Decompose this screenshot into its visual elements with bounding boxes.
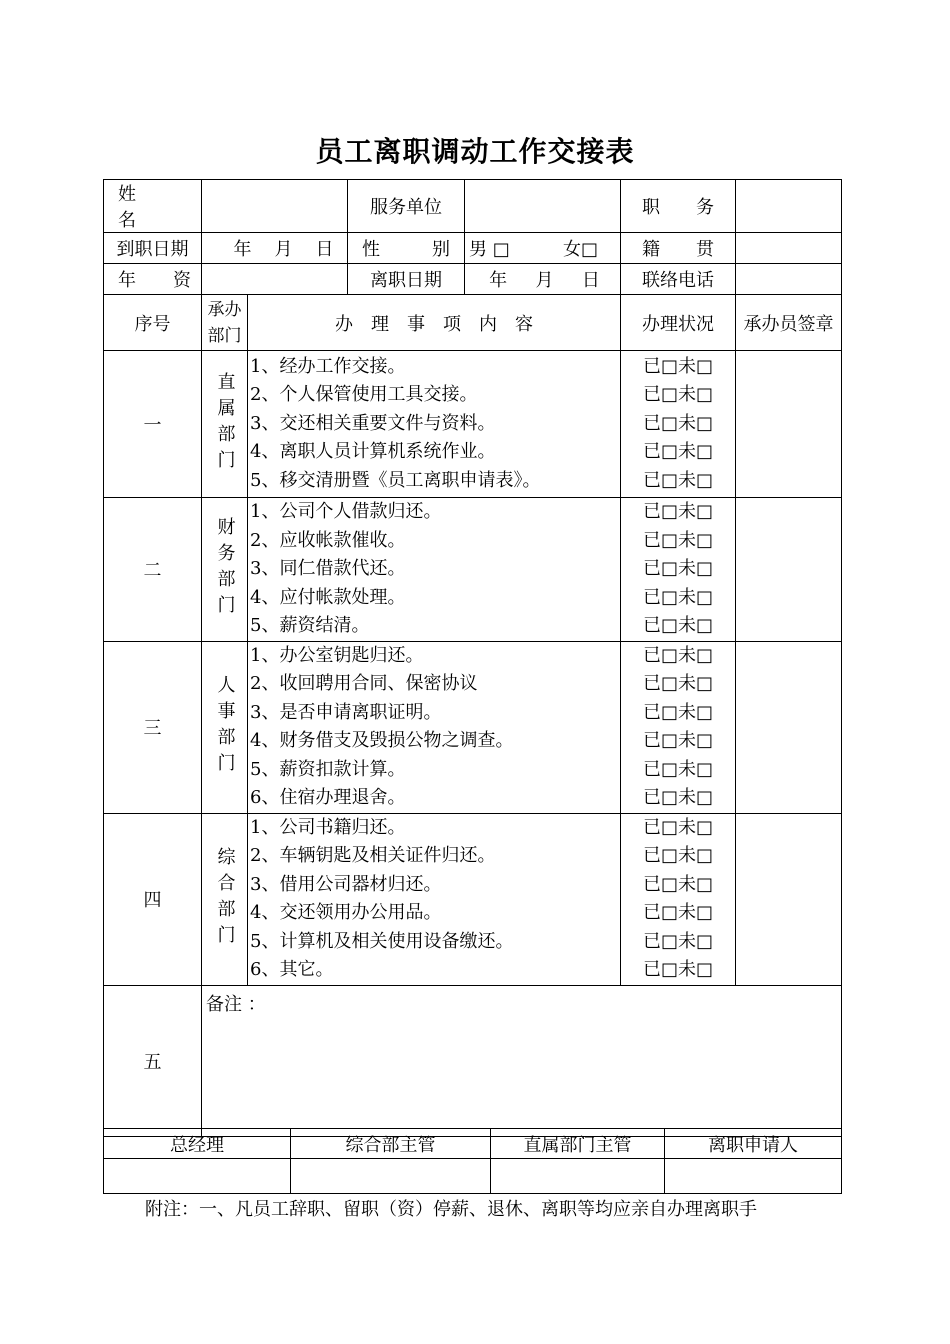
signature-table [103, 1128, 842, 1194]
section-status [621, 641, 736, 813]
section-status [621, 351, 736, 498]
leave-date-label: 离职日期 [348, 264, 465, 295]
list-item: 3、是否申请离职证明。 [250, 701, 442, 723]
section-dept: 直属部门 [214, 372, 236, 476]
list-item: 2、收回聘用合同、保密协议 [250, 673, 478, 694]
page-title: 员工离职调动工作交接表 [315, 135, 635, 168]
seq-column-header: 序号 [104, 295, 202, 351]
status-checkbox[interactable]: 已□未□ [642, 644, 713, 666]
status-checkbox[interactable]: 已□未□ [642, 412, 713, 434]
status-checkbox[interactable]: 已□未□ [642, 558, 713, 579]
phone-field[interactable] [736, 264, 842, 295]
general-dept-signature-field[interactable] [291, 1159, 491, 1194]
name-label: 姓 名 [104, 180, 202, 233]
position-field[interactable] [736, 180, 842, 233]
header-row-3 [104, 264, 842, 295]
header-row-2 [104, 233, 842, 264]
unit-label: 服务单位 [348, 180, 465, 233]
list-item: 1、公司个人借款归还。 [250, 501, 442, 522]
gm-signature-field[interactable] [104, 1159, 291, 1194]
status-checkbox[interactable]: 已□未□ [642, 586, 713, 608]
list-item: 1、经办工作交接。 [250, 355, 406, 377]
section-sign-field[interactable] [736, 351, 842, 498]
list-item: 6、其它。 [250, 959, 334, 980]
status-checkbox[interactable]: 已□未□ [642, 758, 713, 780]
leave-month-label: 月 [535, 270, 554, 291]
remarks-field[interactable] [202, 985, 842, 1136]
direct-dept-signature-label: 直属部门主管 [491, 1129, 665, 1159]
status-checkbox[interactable]: 已□未□ [642, 930, 713, 952]
list-item: 5、薪资结清。 [250, 615, 370, 636]
section-seq: 四 [104, 813, 202, 985]
status-checkbox[interactable]: 已□未□ [642, 441, 713, 463]
gm-signature-label: 总经理 [104, 1129, 291, 1159]
status-checkbox[interactable]: 已□未□ [642, 845, 713, 866]
section-items [248, 813, 621, 985]
join-day-label: 日 [315, 239, 334, 260]
handover-form-table [103, 179, 842, 1137]
list-item: 2、个人保管使用工具交接。 [250, 384, 478, 406]
list-item: 5、薪资扣款计算。 [250, 758, 406, 780]
section-sign-field[interactable] [736, 641, 842, 813]
leave-year-label: 年 [489, 270, 508, 291]
status-checkbox[interactable]: 已□未□ [642, 873, 713, 895]
status-checkbox[interactable]: 已□未□ [642, 673, 713, 694]
section-row [104, 498, 842, 642]
join-date-label: 到职日期 [104, 233, 202, 264]
list-item: 1、办公室钥匙归还。 [250, 644, 424, 666]
applicant-signature-label: 离职申请人 [665, 1129, 842, 1159]
header-row-1 [104, 180, 842, 233]
section-row [104, 641, 842, 813]
section-dept: 人事部门 [214, 675, 236, 779]
list-item: 3、交还相关重要文件与资料。 [250, 412, 496, 434]
section-items [248, 641, 621, 813]
leave-day-label: 日 [581, 270, 600, 291]
list-item: 3、借用公司器材归还。 [250, 873, 442, 895]
list-item: 5、移交清册暨《员工离职申请表》。 [250, 469, 541, 491]
gender-female-option[interactable]: 女□ [562, 239, 598, 260]
status-checkbox[interactable]: 已□未□ [642, 701, 713, 723]
list-item: 2、车辆钥匙及相关证件归还。 [250, 845, 496, 866]
phone-label: 联络电话 [621, 264, 736, 295]
section-sign-field[interactable] [736, 498, 842, 642]
dept-column-header: 承办部门 [202, 295, 248, 351]
status-checkbox[interactable]: 已□未□ [642, 730, 713, 751]
status-checkbox[interactable]: 已□未□ [642, 355, 713, 377]
section-dept: 财务部门 [214, 517, 236, 622]
remarks-row [104, 985, 842, 1136]
origin-field[interactable] [736, 233, 842, 264]
section-status [621, 813, 736, 985]
status-checkbox[interactable]: 已□未□ [642, 787, 713, 808]
signature-label-row [104, 1129, 842, 1159]
section-row [104, 813, 842, 985]
status-checkbox[interactable]: 已□未□ [642, 501, 713, 522]
content-column-header: 办 理 事 项 内 容 [248, 295, 621, 351]
list-item: 4、交还领用办公用品。 [250, 902, 442, 923]
status-checkbox[interactable]: 已□未□ [642, 529, 713, 551]
list-item: 1、公司书籍归还。 [250, 816, 406, 838]
seniority-label: 年 资 [104, 264, 202, 295]
status-checkbox[interactable]: 已□未□ [642, 469, 713, 491]
section-row [104, 351, 842, 498]
leave-date-field[interactable] [465, 264, 621, 295]
section-status [621, 498, 736, 642]
status-checkbox[interactable]: 已□未□ [642, 959, 713, 980]
list-item: 2、应收帐款催收。 [250, 529, 406, 551]
name-field[interactable] [202, 180, 348, 233]
list-item: 4、离职人员计算机系统作业。 [250, 441, 496, 463]
status-column-header: 办理状况 [621, 295, 736, 351]
seniority-field[interactable] [202, 264, 348, 295]
section-seq: 一 [104, 351, 202, 498]
sign-column-header: 承办员签章 [736, 295, 842, 351]
column-header-row [104, 295, 842, 351]
list-item: 5、计算机及相关使用设备缴还。 [250, 930, 514, 952]
signature-field-row [104, 1159, 842, 1194]
gender-male-option[interactable]: 男 □ [469, 239, 510, 260]
gender-label: 性 别 [348, 233, 465, 264]
section-items [248, 498, 621, 642]
status-checkbox[interactable]: 已□未□ [642, 902, 713, 923]
join-date-field[interactable] [202, 233, 348, 264]
section-seq: 二 [104, 498, 202, 642]
section-sign-field[interactable] [736, 813, 842, 985]
gender-field[interactable] [465, 233, 621, 264]
list-item: 4、财务借支及毁损公物之调查。 [250, 730, 514, 751]
list-item: 6、住宿办理退舍。 [250, 787, 406, 808]
applicant-signature-field[interactable] [665, 1159, 842, 1194]
status-checkbox[interactable]: 已□未□ [642, 615, 713, 636]
origin-label: 籍 贯 [621, 233, 736, 264]
list-item: 3、同仁借款代还。 [250, 558, 406, 579]
remarks-seq: 五 [104, 985, 202, 1136]
list-item: 4、应付帐款处理。 [250, 586, 406, 608]
section-items [248, 351, 621, 498]
direct-dept-signature-field[interactable] [491, 1159, 665, 1194]
unit-field[interactable] [465, 180, 621, 233]
section-seq: 三 [104, 641, 202, 813]
join-year-label: 年 [233, 239, 252, 260]
join-month-label: 月 [274, 239, 293, 260]
section-dept: 综合部门 [214, 847, 236, 951]
general-dept-signature-label: 综合部主管 [291, 1129, 491, 1159]
position-label: 职 务 [621, 180, 736, 233]
remarks-label: 备注 ： [206, 993, 266, 1015]
footnote: 附注：一、凡员工辞职、留职（资）停薪、退休、离职等均应亲自办理离职手 [145, 1199, 757, 1220]
status-checkbox[interactable]: 已□未□ [642, 816, 713, 838]
status-checkbox[interactable]: 已□未□ [642, 384, 713, 406]
